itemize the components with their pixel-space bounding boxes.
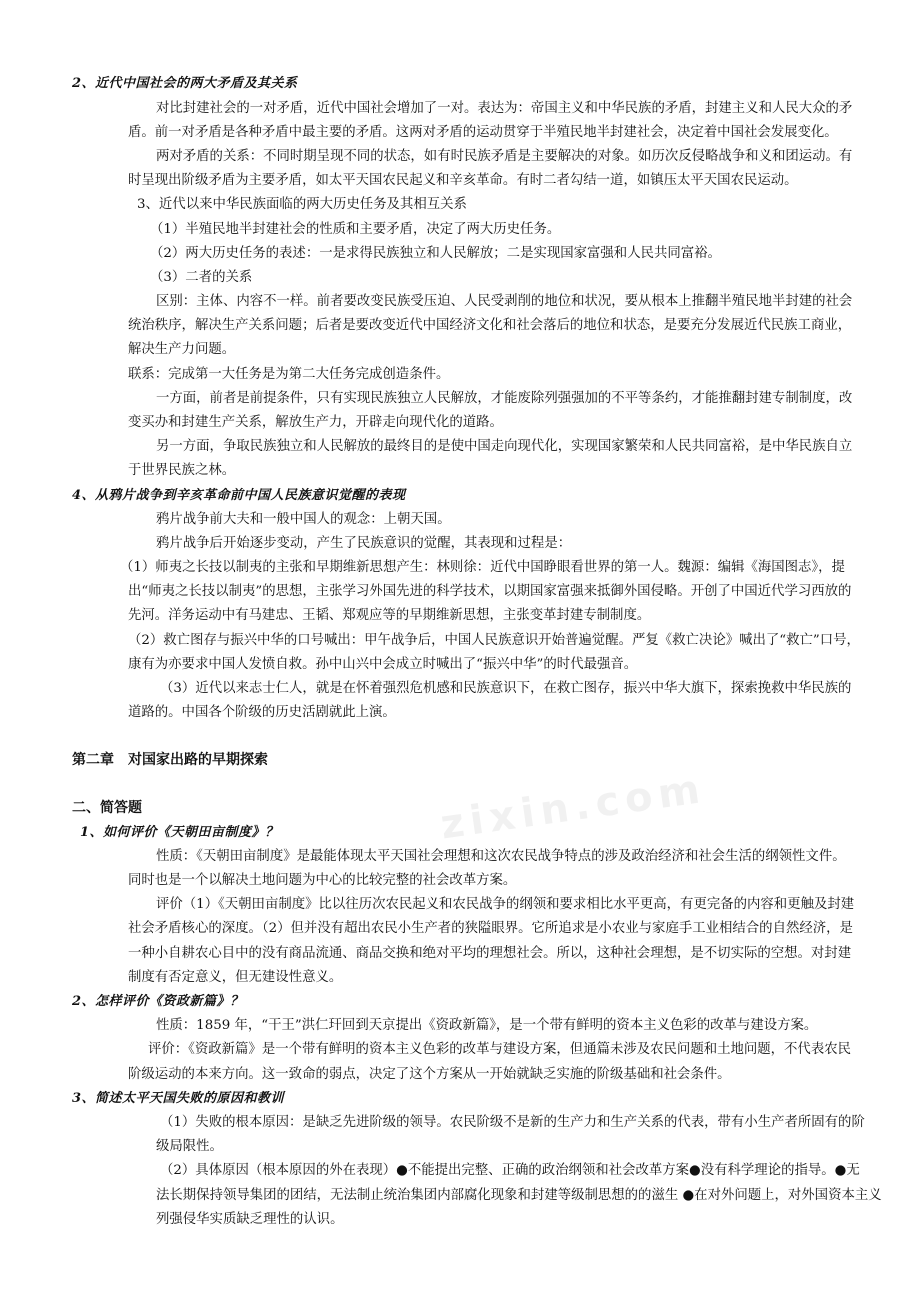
- heading-two-tasks: 3、近代以来中华民族面临的两大历史任务及其相互关系: [137, 197, 467, 212]
- paragraph-line: （1）师夷之长技以制夷的主张和早期维新思想产生：林则徐：近代中国睁眼看世界的第一人。魏源：编辑《海国图志》，提: [120, 560, 845, 575]
- heading-two-contradictions: 2、近代中国社会的两大矛盾及其关系: [72, 76, 298, 91]
- paragraph-line: 变买办和封建生产关系，解放生产力，开辟走向现代化的道路。: [128, 415, 503, 430]
- paragraph-line: 一种小自耕农心目中的没有商品流通、商品交换和绝对平均的理想社会。所以，这种社会理想，是不切实际的空想。对封建: [128, 946, 852, 961]
- paragraph-line: 社会矛盾核心的深度。（2）但并没有超出农民小生产者的狭隘眼界。它所追求是小农业与家庭手工业相结合的自然经济，是: [128, 921, 853, 936]
- paragraph-line: 统治秩序，解决生产关系问题；后者是要改变近代中国经济文化和社会落后的地位和状态，是要充分发展近代民族工商业，: [128, 318, 852, 333]
- section-subtitle: 二、简答题: [72, 800, 142, 816]
- paragraph-line: （1）失败的根本原因：是缺乏先进阶级的领导。农民阶级不是新的生产力和生产关系的代表，带有小生产者所固有的阶: [160, 1115, 865, 1130]
- paragraph-line: 法长期保持领导集团的团结，无法制止统治集团内部腐化现象和封建等级制思想的的滋生 ●在对外问题上，对外国资本主义: [156, 1188, 882, 1203]
- list-item: （2）两大历史任务的表述：一是求得民族独立和人民解放；二是实现国家富强和人民共同富裕。: [150, 246, 721, 261]
- paragraph-line: 出“师夷之长技以制夷”的思想，主张学习外国先进的科学技术，以期国家富强来抵御外国侵略。开创了中国近代学习西放的: [128, 584, 852, 599]
- question-heading: 1、如何评价《天朝田亩制度》？: [80, 825, 279, 840]
- paragraph-line: 评价（1）《天朝田亩制度》比以往历次农民起义和农民战争的纲领和要求相比水平更高，有更完备的内容和更触及封建: [156, 897, 855, 912]
- paragraph-line: （2）救亡图存与振兴中华的口号喊出：甲午战争后，中国人民族意识开始普遍觉醒。严复《救亡决论》喊出了“救亡”口号，: [128, 633, 860, 648]
- paragraph-line: 联系：完成第一大任务是为第二大任务完成创造条件。: [128, 367, 450, 382]
- paragraph-line: 制度有否定意义，但无建设性意义。: [128, 970, 343, 985]
- paragraph-line: 区别：主体、内容不一样。前者要改变民族受压迫、人民受剥削的地位和状况，要从根本上推翻半殖民地半封建的社会: [156, 294, 853, 309]
- paragraph-line: 先河。洋务运动中有马建忠、王韬、郑观应等的早期维新思想，主张变革封建专制制度。: [128, 608, 651, 623]
- paragraph-line: 盾。前一对矛盾是各种矛盾中最主要的矛盾。这两对矛盾的运动贯穿于半殖民地半封建社会，决定着中国社会发展变化。: [128, 125, 838, 140]
- list-item: （3）二者的关系: [150, 270, 253, 285]
- paragraph-line: 鸦片战争后开始逐步变动，产生了民族意识的觉醒，其表现和过程是：: [156, 536, 572, 551]
- heading-national-awakening: 4、从鸦片战争到辛亥革命前中国人民族意识觉醒的表现: [72, 488, 406, 503]
- paragraph-line: 于世界民族之林。: [128, 463, 236, 478]
- paragraph-line: （3）近代以来志士仁人，就是在怀着强烈危机感和民族意识下，在救亡图存，振兴中华大旗下，探索挽救中华民族的: [160, 681, 852, 696]
- paragraph-line: 时呈现出阶级矛盾为主要矛盾，如太平天国农民起义和辛亥革命。有时二者勾结一道，如镇压太平天国农民运动。: [128, 173, 798, 188]
- paragraph-line: 对比封建社会的一对矛盾，近代中国社会增加了一对。表达为：帝国主义和中华民族的矛盾，封建主义和人民大众的矛: [156, 101, 853, 116]
- paragraph-line: 同时也是一个以解决土地问题为中心的比较完整的社会改革方案。: [128, 873, 517, 888]
- paragraph-line: 列强侵华实质缺乏理性的认识。: [156, 1212, 344, 1227]
- paragraph-line: 解决生产力问题。: [128, 342, 236, 357]
- paragraph-line: 道路的。中国各个阶级的历史活剧就此上演。: [128, 705, 396, 720]
- paragraph-line: （2）具体原因（根本原因的外在表现）●不能提出完整、正确的政治纲领和社会改革方案●没有科学理论的指导。●无: [160, 1163, 860, 1178]
- question-heading: 2、怎样评价《资政新篇》？: [72, 994, 244, 1009]
- paragraph-line: 两对矛盾的关系：不同时期呈现不同的状态，如有时民族矛盾是主要解决的对象。如历次反侵略战争和义和团运动。有: [156, 149, 853, 164]
- list-item: （1）半殖民地半封建社会的性质和主要矛盾，决定了两大历史任务。: [150, 222, 561, 237]
- paragraph-line: 另一方面，争取民族独立和人民解放的最终目的是使中国走向现代化，实现国家繁荣和人民共同富裕，是中华民族自立: [156, 439, 853, 454]
- paragraph-line: 级局限性。: [156, 1139, 223, 1154]
- paragraph-line: 鸦片战争前大夫和一般中国人的观念：上朝天国。: [156, 512, 451, 527]
- paragraph-line: 评价：《资政新篇》是一个带有鲜明的资本主义色彩的改革与建设方案，但通篇未涉及农民问题和土地问题，不代表农民: [148, 1042, 851, 1057]
- paragraph-line: 康有为亦要求中国人发愤自救。孙中山兴中会成立时喊出了“振兴中华”的时代最强音。: [128, 657, 638, 672]
- chapter-title: 第二章 对国家出路的早期探索: [72, 752, 268, 768]
- paragraph-line: 一方面，前者是前提条件，只有实现民族独立人民解放，才能废除列强强加的不平等条约，才能推翻封建专制制度，改: [156, 391, 853, 406]
- question-heading: 3、简述太平天国失败的原因和教训: [72, 1091, 285, 1106]
- paragraph-line: 性质：1859 年，“干王”洪仁玕回到天京提出《资政新篇》，是一个带有鲜明的资本主义色彩的改革与建设方案。: [156, 1018, 818, 1033]
- paragraph-line: 性质：《天朝田亩制度》是最能体现太平天国社会理想和这次农民战争特点的涉及政治经济和社会生活的纲领性文件。: [156, 849, 846, 864]
- paragraph-line: 阶级运动的本来方向。这一致命的弱点，决定了这个方案从一开始就缺乏实施的阶级基础和社会条件。: [128, 1067, 731, 1082]
- watermark-logo: zixin.com: [437, 765, 709, 849]
